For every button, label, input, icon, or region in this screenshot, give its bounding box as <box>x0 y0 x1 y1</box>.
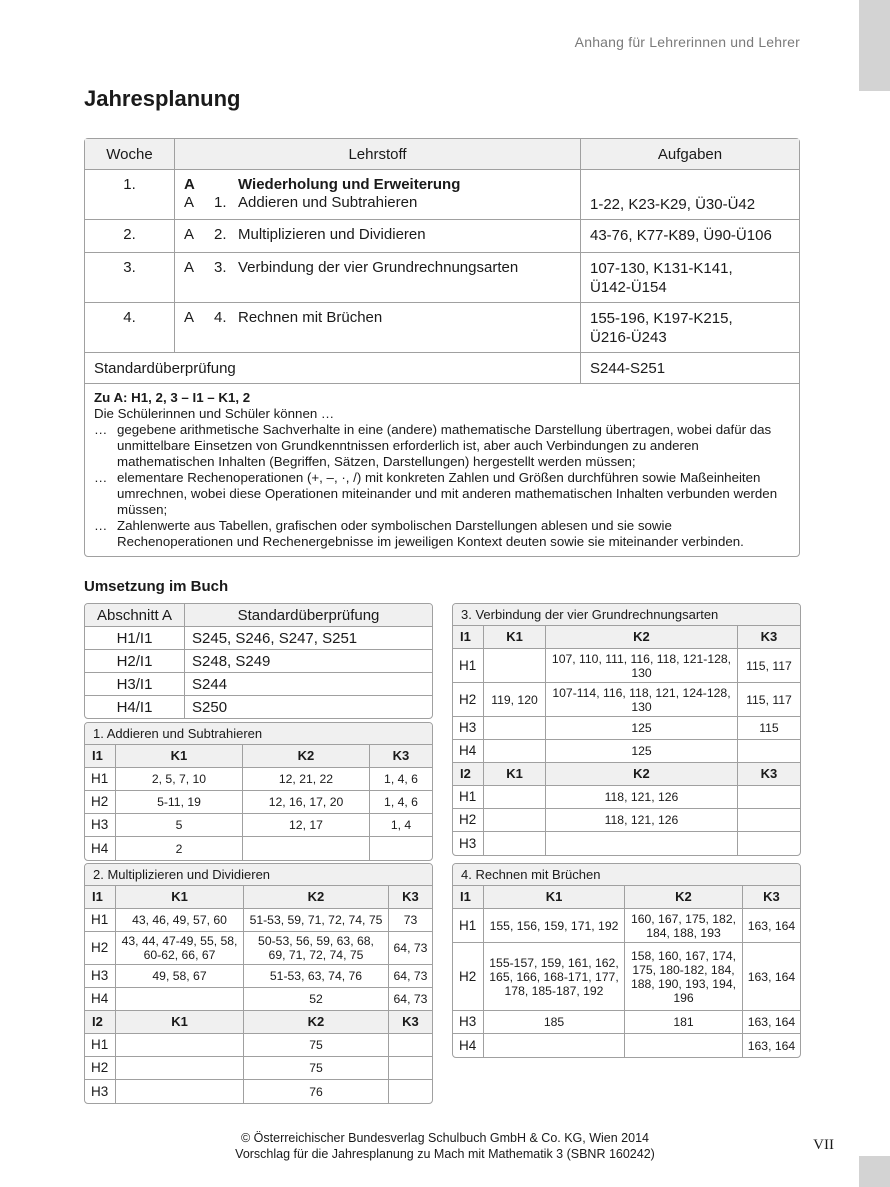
topic-letter: A <box>184 226 195 243</box>
table-row: H1 155, 156, 159, 171, 192 160, 167, 175, 182, 184, 188, 193 163, 164 <box>453 909 800 943</box>
table-row: H3 49, 58, 67 51-53, 63, 74, 76 64, 73 <box>85 965 432 988</box>
standard-tasks: S244-S251 <box>581 353 799 384</box>
tasks-line: 43-76, K77-K89, Ü90-Ü106 <box>590 227 772 244</box>
table-caption-row <box>85 723 432 745</box>
table-header-row: I2 K1 K2 K3 <box>453 763 800 786</box>
sidebar-tab-top <box>859 0 890 91</box>
tasks-line: Ü216-Ü243 <box>590 329 667 346</box>
table-row: H1 43, 46, 49, 57, 60 51-53, 59, 71, 72, 74, 75 73 <box>85 909 432 932</box>
content-cell <box>175 220 581 253</box>
plan-row-3 <box>85 253 799 303</box>
table-caption: 3. Verbindung der vier Grundrechnungsarten <box>453 604 800 626</box>
topic-number: 1. <box>214 194 227 211</box>
table-row: H1 107, 110, 111, 116, 118, 121-128, 130 115, 117 <box>453 649 800 683</box>
table-header-row: I1 K1 K2 K3 <box>453 626 800 649</box>
page-title: Jahresplanung <box>84 86 241 111</box>
content-cell <box>175 303 581 353</box>
table-row: H3 76 <box>85 1080 432 1103</box>
topic-number: 3. <box>214 259 227 276</box>
header-week: Woche <box>85 139 175 170</box>
umsetzung-title: Umsetzung im Buch <box>84 578 229 595</box>
table-row: H2 75 <box>85 1057 432 1080</box>
table-row: H2 119, 120 107-114, 116, 118, 121, 124-128, 130 115, 117 <box>453 683 800 717</box>
table-row: H4/I1 S250 <box>85 696 432 718</box>
content-cell <box>175 253 581 303</box>
tasks-cell <box>581 170 799 220</box>
week-cell: 4. <box>85 303 175 353</box>
table-brueche <box>452 863 801 1058</box>
table-multiplizieren <box>84 863 433 1104</box>
standard-table-header <box>85 604 432 627</box>
table-header-row: I2 K1 K2 K3 <box>85 1011 432 1034</box>
topic-title: Rechnen mit Brüchen <box>238 309 383 326</box>
table-header-row: I1 K1 K2 K3 <box>453 886 800 909</box>
topic-title: Verbindung der vier Grundrechnungsarten <box>238 259 519 276</box>
plan-row-2 <box>85 220 799 253</box>
standard-table <box>84 603 433 719</box>
week-cell: 1. <box>85 170 175 220</box>
table-caption: 4. Rechnen mit Brüchen <box>453 864 800 886</box>
plan-row-standard <box>85 353 799 384</box>
header-content: Lehrstoff <box>175 139 581 170</box>
topic-number: 4. <box>214 309 227 326</box>
tasks-line: Ü142-Ü154 <box>590 279 667 296</box>
table-row: H4 2 <box>85 837 432 860</box>
table-row: H3 125 115 <box>453 717 800 740</box>
table-row: H1 2, 5, 7, 10 12, 21, 22 1, 4, 6 <box>85 768 432 791</box>
topic-title: Multiplizieren und Dividieren <box>238 226 426 243</box>
table-row: H2 118, 121, 126 <box>453 809 800 832</box>
col-header: Standardüberprüfung <box>185 604 432 627</box>
footer <box>0 1130 890 1162</box>
table-row: H2 43, 44, 47-49, 55, 58, 60-62, 66, 67 50-53, 56, 59, 63, 68, 69, 71, 72, 74, 75 64, 73 <box>85 932 432 965</box>
goals-cell <box>85 384 799 556</box>
tasks-cell <box>581 303 799 353</box>
table-row: H4 52 64, 73 <box>85 988 432 1011</box>
table-row: H1/I1 S245, S246, S247, S251 <box>85 627 432 650</box>
running-header: Anhang für Lehrerinnen und Lehrer <box>574 34 800 50</box>
table-row: H3 <box>453 832 800 855</box>
table-row: H3 5 12, 17 1, 4 <box>85 814 432 837</box>
standard-label: Standardüberprüfung <box>85 353 581 384</box>
tasks-line: 1-22, K23-K29, Ü30-Ü42 <box>590 196 756 213</box>
table-row: H4 163, 164 <box>453 1034 800 1057</box>
table-verbindung <box>452 603 801 856</box>
goal-item: … elementare Rechenoperationen (+, –, ·, /) mit konkreten Zahlen und Größen durchführen sowie Maßeinheiten umrechnen, wobei diese Operationen miteinander und mit anderen mathematischen Inhalten verbunden werden müssen; <box>94 470 778 517</box>
footer-note: Vorschlag für die Jahresplanung zu Mach mit Mathematik 3 (SBNR 160242) <box>235 1147 655 1161</box>
plan-row-1 <box>85 170 799 220</box>
tasks-cell <box>581 220 799 253</box>
topic-number: 2. <box>214 226 227 243</box>
goal-item: … gegebene arithmetische Sachverhalte in eine (andere) mathematische Darstellung übertragen, wobei dafür das unmittelbare Einsetzen von Grundkenntnissen erforderlich ist, aber auch Verbindungen zu anderen mathematischen Inhalten (Begriffen, Sätzen, Darstellungen) hergestellt werden müssen; <box>94 422 772 469</box>
table-row: H4 125 <box>453 740 800 763</box>
section-letter: A <box>184 176 195 193</box>
table-row: H2/I1 S248, S249 <box>85 650 432 673</box>
topic-letter: A <box>184 194 195 211</box>
plan-header-row <box>85 139 799 170</box>
table-row: H2 155-157, 159, 161, 162, 165, 166, 168-171, 177, 178, 185-187, 192 158, 160, 167, 174, 175, 180-182, 184, 188, 190, 193, 194, 196 163, 164 <box>453 943 800 1011</box>
tasks-line: 107-130, K131-K141, <box>590 260 733 277</box>
table-caption: 1. Addieren und Subtrahieren <box>85 723 432 745</box>
table-row: H1 75 <box>85 1034 432 1057</box>
table-caption-row <box>85 864 432 886</box>
table-row: H3 185 181 163, 164 <box>453 1011 800 1034</box>
week-cell: 3. <box>85 253 175 303</box>
table-caption-row <box>453 864 800 886</box>
table-row: H2 5-11, 19 12, 16, 17, 20 1, 4, 6 <box>85 791 432 814</box>
tasks-line: 155-196, K197-K215, <box>590 310 733 327</box>
goals-heading: Zu A: H1, 2, 3 – I1 – K1, 2 <box>94 390 251 405</box>
plan-row-goals <box>85 384 799 556</box>
table-caption-row <box>453 604 800 626</box>
topic-title: Addieren und Subtrahieren <box>238 194 418 211</box>
table-header-row: I1 K1 K2 K3 <box>85 886 432 909</box>
page-number: VII <box>813 1137 834 1153</box>
topic-letter: A <box>184 259 195 276</box>
plan-row-4 <box>85 303 799 353</box>
col-header: Abschnitt A <box>85 604 185 627</box>
table-row: H3/I1 S244 <box>85 673 432 696</box>
week-cell: 2. <box>85 220 175 253</box>
table-caption: 2. Multiplizieren und Dividieren <box>85 864 432 886</box>
footer-copyright: © Österreichischer Bundesverlag Schulbuch GmbH & Co. KG, Wien 2014 <box>240 1131 649 1145</box>
plan-table <box>84 138 800 557</box>
goal-item: … Zahlenwerte aus Tabellen, grafischen oder symbolischen Darstellungen ablesen und sie sowie Rechenoperationen und Rechenergebnisse im jeweiligen Kontext deuten sowie sie miteinander verbinden. <box>94 518 744 549</box>
goals-intro: Die Schülerinnen und Schüler können … <box>94 406 335 421</box>
header-tasks: Aufgaben <box>581 139 799 170</box>
topic-letter: A <box>184 309 195 326</box>
table-row: H1 118, 121, 126 <box>453 786 800 809</box>
content-cell <box>175 170 581 220</box>
table-header-row: I1 K1 K2 K3 <box>85 745 432 768</box>
section-title: Wiederholung und Erweiterung <box>238 176 461 193</box>
table-addieren <box>84 722 433 861</box>
tasks-cell <box>581 253 799 303</box>
